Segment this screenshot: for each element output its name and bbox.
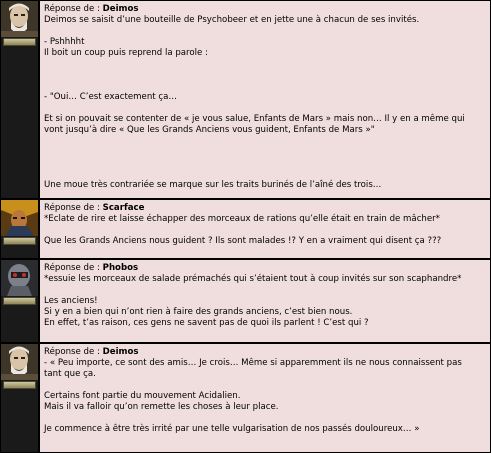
post-header (44, 347, 490, 358)
post-line: Je commence à être très irrité par une telle vulgarisation de nos passés douloureux… » (44, 424, 420, 434)
post-line (44, 81, 490, 92)
post-line (44, 26, 490, 37)
post-deimos-1 (0, 0, 491, 199)
deimos-portrait-icon (1, 1, 38, 37)
post-line (44, 285, 490, 296)
reply-prefix: Réponse de : (44, 347, 103, 357)
post-line: Il boit un coup puis reprend la parole : (44, 48, 208, 58)
deimos-portrait-icon (1, 344, 38, 380)
rank-badge (3, 381, 36, 389)
post-line: *Eclate de rire et laisse échapper des morceaux de rations qu’elle était en train de mâcher* (44, 214, 440, 224)
post-body (40, 344, 490, 452)
post-line: Et si on pouvait se contenter de « je vous salue, Enfants de Mars » mais non… Il y en a même qui (44, 114, 465, 124)
post-body (40, 200, 490, 258)
post-deimos-2 (0, 343, 491, 453)
post-line (44, 136, 490, 147)
post-line (44, 103, 490, 114)
post-body (40, 260, 490, 342)
rank-badge (3, 237, 36, 245)
post-body (40, 1, 490, 198)
post-line: Mais il va falloir qu’on remette les choses à leur place. (44, 402, 279, 412)
post-line (44, 158, 490, 169)
avatar-scarface (1, 200, 38, 258)
reply-prefix: Réponse de : (44, 263, 103, 273)
post-line: Une moue très contrariée se marque sur les traits burinés de l’aîné des trois… (44, 180, 382, 190)
post-scarface (0, 199, 491, 259)
avatar-deimos (1, 1, 38, 198)
phobos-portrait-icon (1, 260, 38, 296)
reply-prefix: Réponse de : (44, 203, 103, 213)
post-line (44, 413, 490, 424)
post-line: Deimos se saisit d’une bouteille de Psychobeer et en jette une à chacun de ses invités. (44, 15, 420, 25)
post-line (44, 59, 490, 70)
rank-badge (3, 297, 36, 305)
post-line: En effet, t’as raison, ces gens ne savent pas de quoi ils parlent ! C’est qui ? (44, 318, 369, 328)
post-header (44, 4, 490, 15)
post-line: Que les Grands Anciens nous guident ? Ils sont malades !? Y en a vraiment qui disent ça ??? (44, 236, 442, 246)
post-header (44, 203, 490, 214)
post-line: Certains font partie du mouvement Acidalien. (44, 391, 241, 401)
rank-badge (3, 38, 36, 46)
post-line: vont jusqu’à dire « Que les Grands Anciens vous guident, Enfants de Mars »" (44, 125, 375, 135)
post-line: - « Peu importe, ce sont des amis… Je crois… Même si apparemment ils ne nous connaissent pas (44, 358, 462, 368)
post-line: *essuie les morceaux de salade prémachés qui s’étaient tout à coup invités sur son scaphandre* (44, 274, 462, 284)
author-name[interactable]: Phobos (102, 263, 139, 273)
author-name[interactable]: Scarface (102, 203, 145, 213)
post-line (44, 225, 490, 236)
post-line: Si y en a bien qui n’ont rien à faire des grands anciens, c’est bien nous. (44, 307, 353, 317)
avatar-phobos (1, 260, 38, 342)
post-line (44, 147, 490, 158)
post-line: tant que ça. (44, 369, 96, 379)
post-line (44, 169, 490, 180)
avatar-deimos (1, 344, 38, 452)
scarface-portrait-icon (1, 200, 38, 236)
post-line: Les anciens! (44, 296, 98, 306)
author-name[interactable]: Deimos (102, 4, 139, 14)
post-phobos (0, 259, 491, 343)
reply-prefix: Réponse de : (44, 4, 103, 14)
author-name[interactable]: Deimos (102, 347, 139, 357)
post-line (44, 380, 490, 391)
post-line: - Pshhhht (44, 37, 85, 47)
post-line: - "Oui… C’est exactement ça… (44, 92, 177, 102)
post-line (44, 70, 490, 81)
post-header (44, 263, 490, 274)
